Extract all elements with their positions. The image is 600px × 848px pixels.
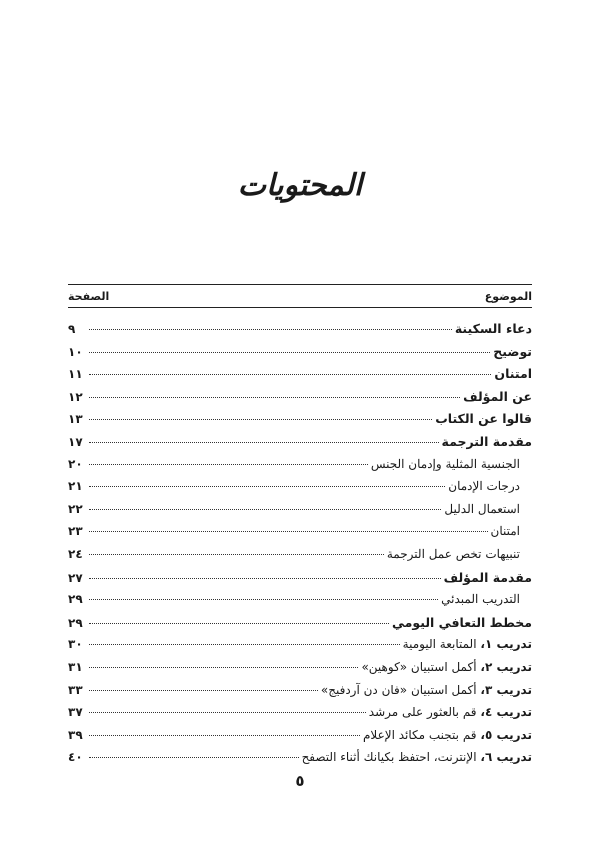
dot-leader [89, 374, 491, 375]
toc-entry-label [363, 728, 532, 742]
toc-entry[interactable] [68, 457, 532, 480]
toc-entry-page: ١٢ [68, 389, 83, 404]
toc-entry-page: ٣٣ [68, 682, 83, 697]
toc-entry-page: ٢٧ [68, 570, 83, 585]
dot-leader [89, 735, 360, 736]
toc-entry[interactable] [68, 570, 532, 593]
toc-entry[interactable] [68, 728, 532, 751]
dot-leader [89, 531, 488, 532]
toc-entry-page: ٢١ [68, 479, 83, 494]
toc-entry-prefix: تدريب ٥، [480, 727, 532, 742]
toc-entries [68, 321, 532, 773]
toc-entry-label [403, 637, 532, 651]
toc-entry[interactable] [68, 705, 532, 728]
toc-entry-label: قالوا عن الكتاب [435, 411, 532, 427]
toc-entry-label: دعاء السكينة [454, 321, 532, 336]
toc-entry-page: ٤٠ [68, 750, 83, 765]
toc-entry-label: امتنان [494, 366, 532, 382]
toc-entry[interactable] [68, 683, 532, 706]
dot-leader [89, 352, 490, 353]
toc-entry[interactable] [68, 615, 532, 638]
toc-entry-page: ١٠ [68, 344, 83, 359]
dot-leader [89, 690, 318, 691]
toc-entry-text: المتابعة اليومية [402, 637, 477, 652]
toc-entry-label [369, 705, 532, 719]
toc-entry[interactable] [68, 592, 532, 615]
page-title: المحتويات [237, 168, 363, 203]
toc-entry-page: ٩ [68, 322, 76, 336]
dot-leader [89, 464, 368, 465]
toc-entry[interactable] [68, 344, 532, 367]
dot-leader [89, 329, 452, 330]
toc-entry[interactable] [68, 321, 532, 344]
toc-entry-page: ٢٠ [68, 456, 83, 471]
toc-entry-page: ٢٩ [68, 592, 83, 607]
toc-entry[interactable] [68, 411, 532, 434]
dot-leader [89, 554, 384, 555]
page-number: ٥ [295, 772, 305, 790]
toc-entry-text: أكمل استبيان «فان دن آردفيج» [320, 682, 477, 697]
dot-leader [89, 599, 438, 600]
dot-leader [89, 667, 358, 668]
dot-leader [89, 623, 389, 624]
toc-entry-page: ٣٠ [68, 637, 83, 652]
dot-leader [89, 578, 441, 579]
toc-entry-page: ٣١ [68, 659, 83, 674]
toc-entry[interactable] [68, 366, 532, 389]
toc-entry-prefix: تدريب ٣، [480, 682, 532, 697]
dot-leader [89, 419, 432, 420]
toc-entry-page: ٢٤ [68, 546, 83, 561]
table-of-contents [68, 284, 532, 773]
toc-entry-label [302, 750, 532, 764]
toc-entry-label: الجنسية المثلية وإدمان الجنس [370, 456, 520, 471]
toc-entry[interactable] [68, 750, 532, 773]
dot-leader [89, 644, 400, 645]
toc-entry-label: عن المؤلف [463, 388, 532, 404]
dot-leader [89, 757, 299, 758]
dot-leader [89, 486, 445, 487]
toc-entry-text: أكمل استبيان «كوهين» [361, 659, 477, 674]
dot-leader [89, 712, 366, 713]
toc-entry-prefix: تدريب ٢، [480, 659, 532, 674]
toc-entry-text: الإنترنت، احتفظ بكيانك أثناء التصفح [301, 750, 477, 765]
toc-entry-label: مخطط التعافي اليومي [392, 614, 532, 630]
toc-entry-label: تنبيهات تخص عمل الترجمة [386, 546, 520, 561]
toc-entry-page: ٢٩ [68, 615, 83, 630]
toc-entry[interactable] [68, 389, 532, 412]
topic-column-header: الموضوع [484, 289, 532, 303]
toc-entry[interactable] [68, 434, 532, 457]
toc-entry-page: ١٧ [68, 434, 83, 449]
toc-entry-page: ٢٢ [68, 501, 83, 516]
toc-entry-label: التدريب المبدئي [441, 592, 520, 607]
toc-entry-prefix: تدريب ١، [480, 637, 532, 652]
toc-entry-label: امتنان [490, 524, 520, 539]
toc-entry-page: ٣٩ [68, 727, 83, 742]
toc-entry-label: استعمال الدليل [444, 501, 520, 516]
toc-entry-label: درجات الإدمان [448, 479, 520, 494]
dot-leader [89, 397, 460, 398]
toc-entry-prefix: تدريب ٦، [480, 750, 532, 765]
toc-entry-page: ٢٣ [68, 524, 83, 539]
toc-entry-text: قم بالعثور على مرشد [368, 705, 477, 720]
header-rule [68, 307, 532, 308]
page-column-header: الصفحة [68, 289, 110, 303]
toc-entry-page: ٣٧ [68, 705, 83, 720]
toc-entry-label [361, 660, 532, 674]
toc-entry-page: ١٣ [68, 412, 83, 427]
toc-header [68, 285, 532, 307]
dot-leader [89, 442, 439, 443]
toc-entry-label [321, 683, 532, 697]
toc-entry-label: مقدمة الترجمة [441, 433, 532, 449]
toc-entry[interactable] [68, 660, 532, 683]
toc-entry-page: ١١ [68, 367, 83, 382]
toc-entry[interactable] [68, 502, 532, 525]
toc-entry-label: توضيح [493, 343, 532, 359]
toc-entry[interactable] [68, 524, 532, 547]
dot-leader [89, 509, 441, 510]
toc-entry[interactable] [68, 479, 532, 502]
toc-entry[interactable] [68, 637, 532, 660]
toc-entry-text: قم بتجنب مكائد الإعلام [362, 727, 477, 742]
toc-entry[interactable] [68, 547, 532, 570]
toc-entry-prefix: تدريب ٤، [480, 705, 532, 720]
toc-entry-label: مقدمة المؤلف [443, 569, 532, 585]
